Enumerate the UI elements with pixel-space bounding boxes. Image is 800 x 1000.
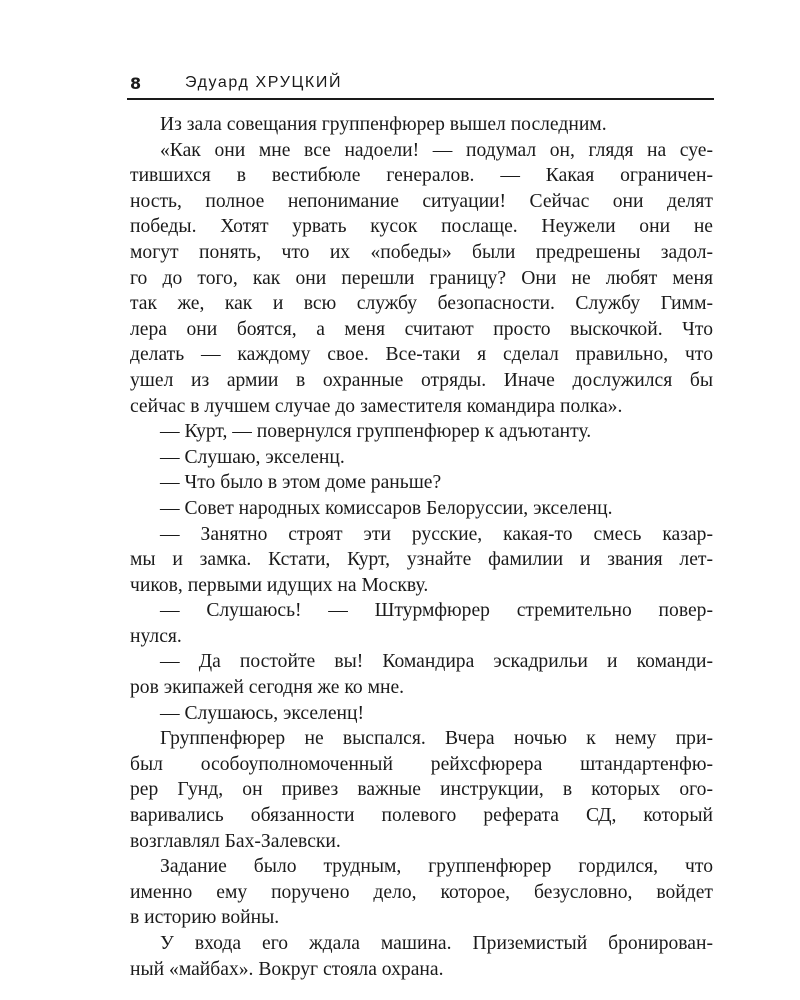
text-line: мы и замка. Кстати, Курт, узнайте фамилии и звания лет-	[130, 549, 713, 571]
text-line: варивались обязанности полевого реферата СД, который	[130, 805, 713, 827]
text-line: нулся.	[130, 625, 182, 647]
text-line: Группенфюрер не выспался. Вчера ночью к нему при-	[160, 728, 713, 750]
text-line: ров экипажей сегодня же ко мне.	[130, 677, 405, 699]
text-line: лера они боятся, а меня считают просто выскочкой. Что	[130, 318, 713, 340]
body-text	[130, 112, 713, 982]
page-number: 8	[130, 74, 142, 93]
text-line: У входа его ждала машина. Приземистый бронирован-	[160, 933, 713, 954]
text-line: могут понять, что их «победы» были предрешены задол-	[130, 241, 713, 263]
text-line: возглавлял Бах-Залевски.	[130, 830, 341, 852]
header-divider	[127, 98, 714, 100]
text-line: был особоуполномоченный рейхсфюрера штандартенфю-	[130, 753, 713, 775]
author-name: Эдуард ХРУЦКИЙ	[185, 74, 343, 91]
text-line: именно ему поручено дело, которое, безусловно, войдет	[130, 881, 713, 903]
text-line: так же, как и всю службу безопасности. Службу Гимм-	[130, 293, 713, 315]
text-line: победы. Хотят урвать кусок послаще. Неужели они не	[130, 216, 713, 238]
text-line: ность, полное непонимание ситуации! Сейчас они делят	[130, 190, 713, 212]
text-line: — Курт, — повернулся группенфюрер к адъютанту.	[160, 421, 592, 443]
text-line: «Как они мне все надоели! — подумал он, глядя на суе-	[160, 139, 713, 161]
text-line: го до того, как они перешли границу? Они не любят меня	[130, 267, 713, 289]
text-line: тившихся в вестибюле генералов. — Какая ограничен-	[130, 165, 713, 187]
text-line: — Совет народных комиссаров Белоруссии, экселенц.	[160, 497, 613, 519]
text-line: — Да постойте вы! Командира эскадрильи и команди-	[160, 651, 713, 673]
text-line: — Слушаю, экселенц.	[160, 446, 345, 468]
text-line: сейчас в лучшем случае до заместителя командира полка».	[130, 395, 623, 417]
text-line: Задание было трудным, группенфюрер гордился, что	[160, 856, 713, 878]
text-line: ушел из армии в охранные отряды. Иначе дослужился бы	[130, 369, 713, 391]
text-line: Из зала совещания группенфюрер вышел последним.	[160, 114, 607, 135]
text-line: делать — каждому свое. Все-таки я сделал правильно, что	[130, 344, 713, 366]
text-line: рер Гунд, он привез важные инструкции, в которых ого-	[130, 779, 713, 801]
text-line: — Слушаюсь! — Штурмфюрер стремительно повер-	[160, 600, 713, 622]
text-line: чиков, первыми идущих на Москву.	[130, 574, 429, 596]
text-line: — Занятно строят эти русские, какая-то смесь казар-	[160, 523, 713, 545]
text-line: — Слушаюсь, экселенц!	[160, 702, 365, 724]
text-line: ный «майбах». Вокруг стояла охрана.	[130, 958, 444, 980]
running-header	[130, 74, 713, 98]
text-line: — Что было в этом доме раньше?	[160, 472, 442, 494]
text-line: в историю войны.	[130, 907, 280, 929]
